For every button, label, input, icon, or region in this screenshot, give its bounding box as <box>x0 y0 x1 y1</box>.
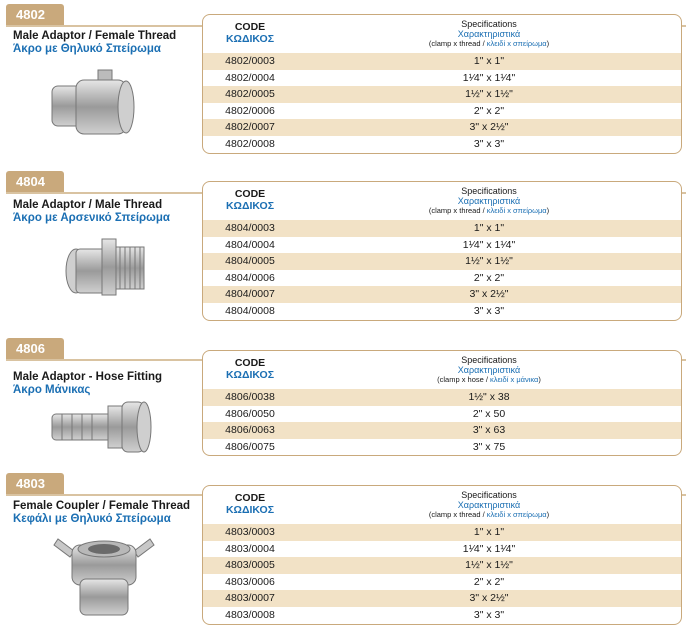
table-row: 4806/0050 2" x 50 <box>225 407 506 420</box>
table-row: 4806/0038 1½" x 38 <box>203 389 681 406</box>
table-row: 4804/0006 2" x 2" <box>225 271 505 284</box>
product-title-gr: Άκρο με Αρσενικό Σπείρωμα <box>13 212 170 224</box>
section-4804 <box>0 171 697 331</box>
table-row: 4804/0004 1¹⁄4" x 1¹⁄4" <box>225 238 516 251</box>
spec-table <box>202 350 682 456</box>
spec-column-header: Specifications Χαρακτηριστικά (clamp x thread / κλειδί x σπείρωμα) <box>428 19 550 48</box>
spec-table <box>202 485 682 625</box>
code-column-header: CODE ΚΩΔΙΚΟΣ <box>225 357 275 381</box>
spec-column-header: Specifications Χαρακτηριστικά (clamp x thread / κλειδί x σπείρωμα) <box>428 186 550 215</box>
table-row: 4802/0007 3" x 2½" <box>203 119 681 136</box>
code-column-header: CODE ΚΩΔΙΚΟΣ <box>225 21 275 45</box>
table-row: 4803/0008 3" x 3" <box>225 608 505 621</box>
table-row: 4804/0005 1½" x 1½" <box>203 253 681 270</box>
table-row: 4804/0008 3" x 3" <box>225 304 505 317</box>
table-row: 4802/0005 1½" x 1½" <box>203 86 681 103</box>
product-title-en: Male Adaptor / Female Thread <box>13 30 177 42</box>
product-title-en: Female Coupler / Female Thread <box>13 500 191 512</box>
spec-column-header: Specifications Χαρακτηριστικά (clamp x thread / κλειδί x σπείρωμα) <box>428 490 550 519</box>
section-4803 <box>0 473 697 625</box>
table-row: 4806/0063 3" x 63 <box>203 422 681 439</box>
table-row: 4803/0003 1" x 1" <box>203 524 681 541</box>
table-row: 4804/0007 3" x 2½" <box>203 286 681 303</box>
table-header <box>203 15 681 53</box>
male-adaptor-male-thread-image <box>62 233 152 303</box>
section-4806 <box>0 338 697 463</box>
product-title-en: Male Adaptor / Male Thread <box>13 199 163 211</box>
spec-table <box>202 181 682 321</box>
spec-column-header: Specifications Χαρακτηριστικά (clamp x hose / κλειδί x μάνικα) <box>437 355 541 384</box>
male-adaptor-female-thread-image <box>46 66 138 150</box>
section-code-tab: 4804 <box>6 171 64 192</box>
table-header <box>203 182 681 220</box>
product-title-en: Male Adaptor - Hose Fitting <box>13 371 163 383</box>
product-title-gr: Άκρο Μάνικας <box>13 384 91 396</box>
section-code-tab: 4802 <box>6 4 64 25</box>
table-row: 4803/0006 2" x 2" <box>225 575 505 588</box>
male-adaptor-hose-fitting-image <box>46 396 158 456</box>
section-4802 <box>0 4 697 164</box>
code-column-header: CODE ΚΩΔΙΚΟΣ <box>225 492 275 516</box>
table-row: 4802/0006 2" x 2" <box>225 104 505 117</box>
section-code-tab: 4806 <box>6 338 64 359</box>
table-row: 4802/0008 3" x 3" <box>225 137 505 150</box>
female-coupler-female-thread-image <box>52 531 156 623</box>
table-row: 4806/0075 3" x 75 <box>225 440 506 453</box>
code-column-header: CODE ΚΩΔΙΚΟΣ <box>225 188 275 212</box>
table-row: 4802/0004 1¹⁄4" x 1¹⁄4" <box>225 71 516 84</box>
product-title-gr: Άκρο με Θηλυκό Σπείρωμα <box>13 43 161 55</box>
table-row: 4803/0007 3" x 2½" <box>203 590 681 607</box>
spec-table <box>202 14 682 154</box>
product-title-gr: Κεφάλι με Θηλυκό Σπείρωμα <box>13 513 171 525</box>
section-code-tab: 4803 <box>6 473 64 494</box>
table-row: 4803/0005 1½" x 1½" <box>203 557 681 574</box>
table-header <box>203 351 681 389</box>
table-row: 4803/0004 1¹⁄4" x 1¹⁄4" <box>225 542 516 555</box>
table-header <box>203 486 681 524</box>
table-row: 4802/0003 1" x 1" <box>203 53 681 70</box>
table-row: 4804/0003 1" x 1" <box>203 220 681 237</box>
